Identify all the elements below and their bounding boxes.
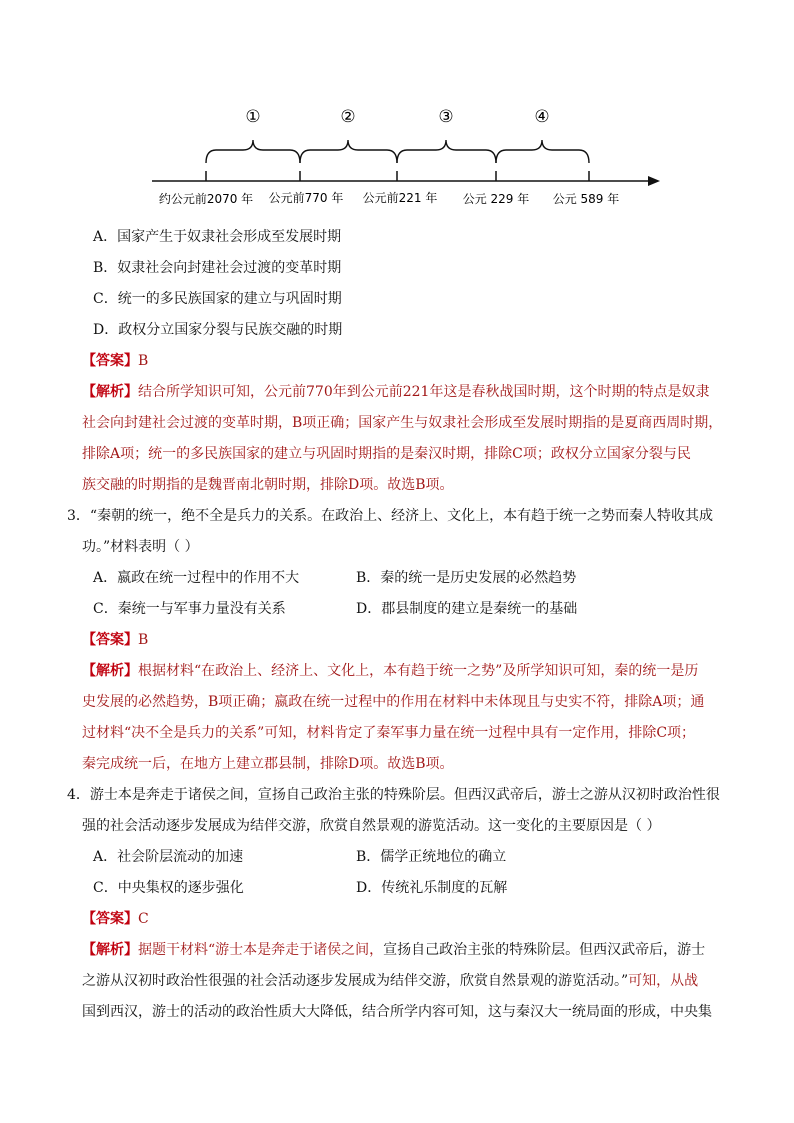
analysis-quote: 宣扬自己政治主张的特殊阶层。但西汉武帝后，游士 xyxy=(383,942,706,958)
date-3: 公元前221 年 xyxy=(362,191,438,205)
q4-options-row-1 xyxy=(82,842,722,873)
date-1: 约公元前2070 年 xyxy=(158,192,254,206)
timeline-arrow xyxy=(648,176,660,186)
q3-analysis-line-4: 秦完成统一后，在地方上建立郡县制，排除D项。故选B项。 xyxy=(82,756,454,772)
analysis-tag: 【解析】 xyxy=(82,942,138,958)
q4-option-b: B．儒学正统地位的确立 xyxy=(356,849,507,865)
q4-options-row-2 xyxy=(82,873,722,904)
q4-stem-line-1: 4．游士本是奔走于诸侯之间，宣扬自己政治主张的特殊阶层。但西汉武帝后，游士之游从汉初时政治性很 xyxy=(67,787,720,803)
date-2: 公元前770 年 xyxy=(268,191,344,205)
marker-3: ③ xyxy=(438,107,454,127)
q3-options-row-1 xyxy=(82,563,722,594)
q4-option-d: D．传统礼乐制度的瓦解 xyxy=(356,880,508,896)
analysis-quote: “游士本是奔走于诸侯之间， xyxy=(208,942,384,958)
marker-4: ④ xyxy=(534,107,550,127)
answer-value: B xyxy=(138,353,149,369)
q2-analysis-line-4: 族交融的时期指的是魏晋南北朝时期，排除D项。故选B项。 xyxy=(82,477,454,493)
q4-option-c: C．中央集权的逐步强化 xyxy=(93,880,244,896)
timeline-diagram xyxy=(0,95,794,215)
date-5: 公元 589 年 xyxy=(552,192,620,206)
analysis-text: 可知，材料肯定了秦军事力量在统一过程中具有一定作用，排除C项； xyxy=(264,725,696,741)
q2-option-a: A．国家产生于奴隶社会形成至发展时期 xyxy=(93,229,342,245)
q3-option-c: C．秦统一与军事力量没有关系 xyxy=(93,601,286,617)
answer-tag: 【答案】 xyxy=(82,911,138,927)
q3-analysis-line-1 xyxy=(82,656,722,687)
q3-option-a: A．嬴政在统一过程中的作用不大 xyxy=(93,570,300,586)
date-4: 公元 229 年 xyxy=(462,192,530,206)
analysis-text: 结合所学知识可知，公元前770年到公元前221年这是春秋战国时期，这个时期的特点是奴隶 xyxy=(138,384,710,400)
q2-option-d: D．政权分立国家分裂与民族交融的时期 xyxy=(93,322,343,338)
q2-option-b: B．奴隶社会向封建社会过渡的变革时期 xyxy=(93,260,342,276)
q3-option-d: D．郡县制度的建立是秦统一的基础 xyxy=(356,601,578,617)
q4-analysis-line-3: 国到西汉，游士的活动的政治性质大大降低，结合所学内容可知，这与秦汉大一统局面的形成，中央集 xyxy=(82,1004,712,1020)
q3-analysis-line-3 xyxy=(82,718,722,749)
q3-option-b: B．秦的统一是历史发展的必然趋势 xyxy=(356,570,577,586)
brace-3 xyxy=(397,140,496,163)
q4-option-a: A．社会阶层流动的加速 xyxy=(93,849,244,865)
marker-2: ② xyxy=(340,107,356,127)
analysis-text: 及所学知识可知，秦的统一是历 xyxy=(502,663,699,679)
q4-answer xyxy=(82,904,722,935)
analysis-text: 过材料 xyxy=(82,725,124,741)
analysis-quote: “决不全是兵力的关系” xyxy=(124,725,265,741)
question-content xyxy=(67,222,723,1028)
q4-stem-line-2: 强的社会活动逐步发展成为结伴交游，欣赏自然景观的游览活动。这一变化的主要原因是（ ） xyxy=(82,818,661,834)
analysis-tag: 【解析】 xyxy=(82,384,138,400)
analysis-quote: “在政治上、经济上、文化上，本有趋于统一之势” xyxy=(194,663,503,679)
analysis-quote: 之游从汉初时政治性很强的社会活动逐步发展成为结伴交游，欣赏自然景观的游览活动。” xyxy=(82,973,629,989)
analysis-text: 可知，从战 xyxy=(628,973,699,989)
q3-answer xyxy=(82,625,722,656)
answer-value: C xyxy=(138,911,149,927)
analysis-text: 据题干材料 xyxy=(138,942,208,958)
q2-option-c: C．统一的多民族国家的建立与巩固时期 xyxy=(93,291,342,307)
brace-4 xyxy=(496,140,589,163)
q2-analysis-line-2: 社会向封建社会过渡的变革时期，B项正确；国家产生与奴隶社会形成至发展时期指的是夏商西周时期， xyxy=(82,415,723,431)
answer-tag: 【答案】 xyxy=(82,632,138,648)
marker-1: ① xyxy=(245,107,261,127)
brace-1 xyxy=(206,140,300,163)
q3-stem-line-1: 3．“秦朝的统一，绝不全是兵力的关系。在政治上、经济上、文化上，本有趋于统一之势而秦人特收其成 xyxy=(67,508,714,524)
answer-value: B xyxy=(138,632,149,648)
q2-analysis-line-3: 排除A项；统一的多民族国家的建立与巩固时期指的是秦汉时期，排除C项；政权分立国家分裂与民 xyxy=(82,446,691,462)
analysis-text: 根据材料 xyxy=(138,663,194,679)
answer-tag: 【答案】 xyxy=(82,353,138,369)
q3-stem-line-2: 功。”材料表明（ ） xyxy=(82,539,199,555)
q3-options-row-2 xyxy=(82,594,722,625)
q2-analysis-line-1 xyxy=(82,377,722,408)
q2-answer xyxy=(82,346,722,377)
brace-2 xyxy=(300,140,397,163)
q4-analysis-line-1 xyxy=(82,935,722,966)
analysis-tag: 【解析】 xyxy=(82,663,138,679)
q3-analysis-line-2: 史发展的必然趋势，B项正确；嬴政在统一过程中的作用在材料中未体现且与史实不符，排除A项；通 xyxy=(82,694,705,710)
q4-analysis-line-2 xyxy=(82,966,722,997)
